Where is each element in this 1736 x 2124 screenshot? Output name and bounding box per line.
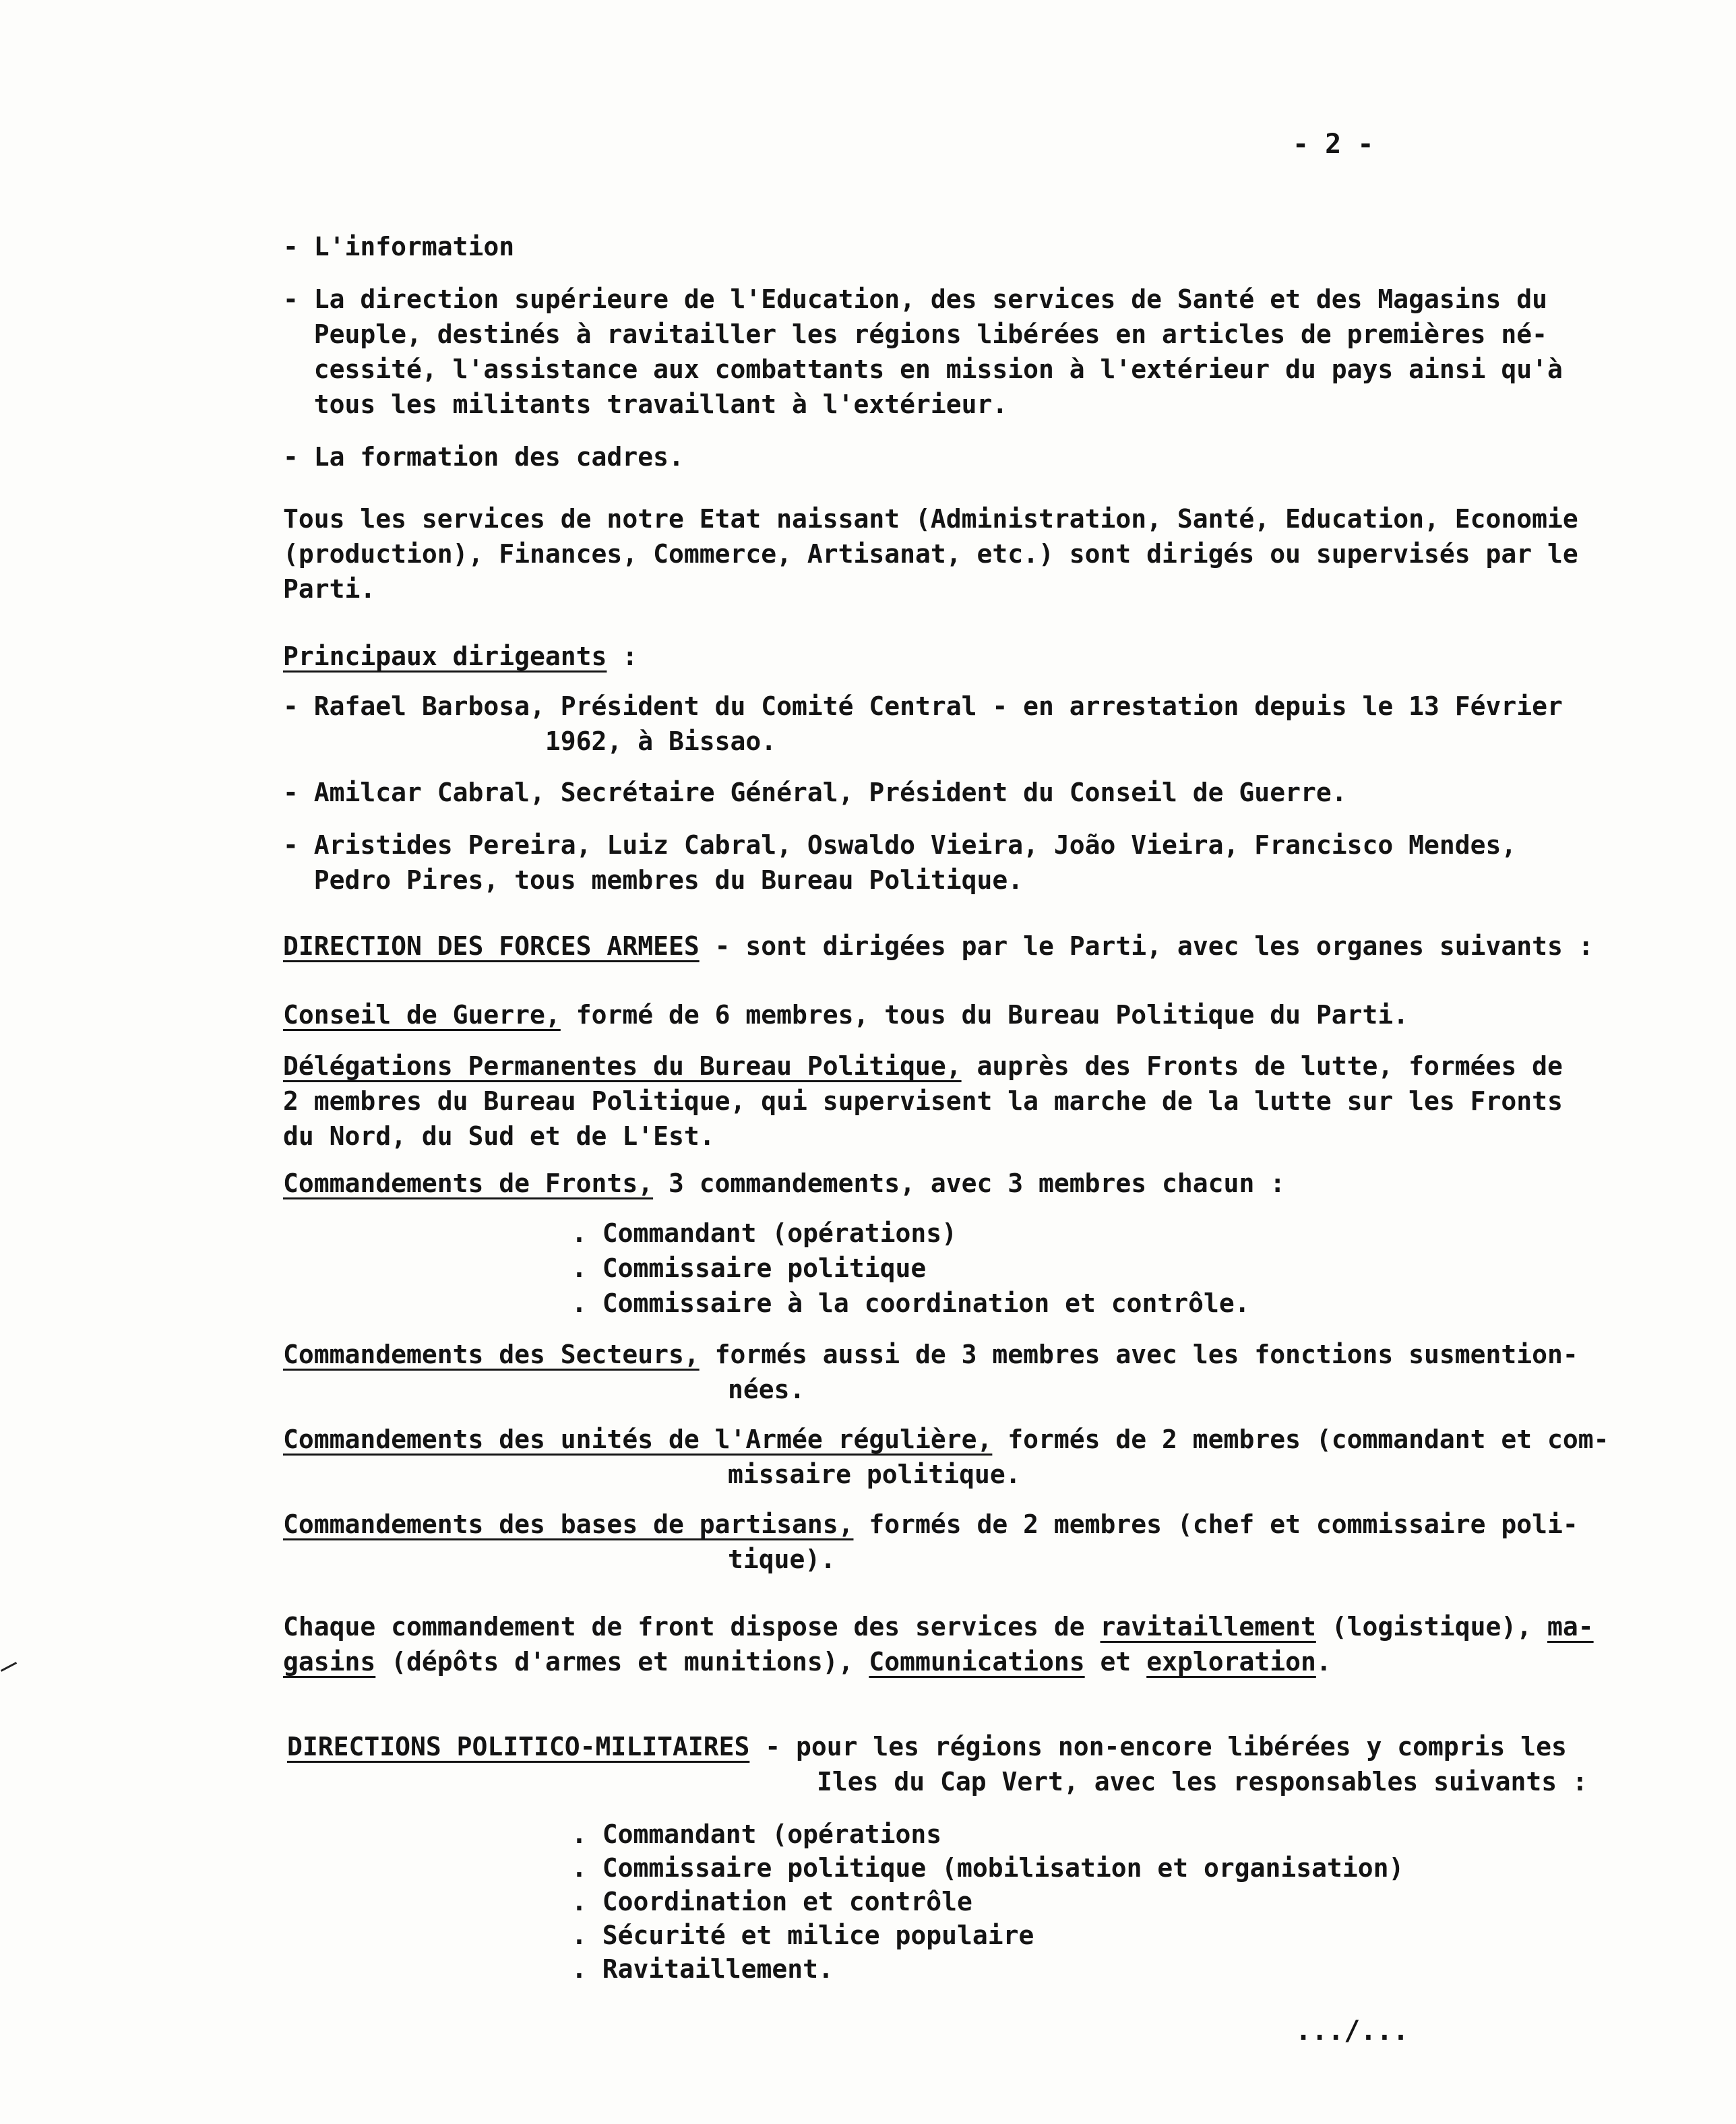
intro-item-information: - L'information	[283, 232, 515, 261]
council-title: Conseil de Guerre,	[283, 1000, 561, 1030]
politico-list-item-text: Sécurité et milice populaire	[602, 1920, 1034, 1950]
intro-item-education-line: - La direction supérieure de l'Education, des services de Santé et des Magasins du	[283, 284, 1547, 314]
regular-units-text: formés de 2 membres (commandant et com-	[992, 1425, 1609, 1454]
fronts-text: 3 commandements, avec 3 membres chacun :	[653, 1168, 1286, 1198]
fronts-row	[283, 1166, 1285, 1201]
delegations-title: Délégations Permanentes du Bureau Politique,	[283, 1051, 962, 1081]
front-services-line	[283, 1644, 1332, 1679]
regular-units-title: Commandements des unités de l'Armée régulière,	[283, 1425, 993, 1454]
leader-item-line: 1962, à Bissao.	[283, 726, 777, 756]
leaders-heading-row	[283, 639, 638, 674]
fronts-list-item: . Commissaire politique	[571, 1253, 927, 1283]
sectors-title: Commandements des Secteurs,	[283, 1340, 700, 1369]
politico-list-item: . Ravitaillement.	[571, 1954, 834, 1984]
leaders-heading-suffix: :	[607, 642, 638, 671]
delegations-line: du Nord, du Sud et de L'Est.	[283, 1121, 715, 1151]
services-paragraph-line: Parti.	[283, 574, 376, 604]
politico-military-row	[287, 1729, 1567, 1764]
services-paragraph-line: Tous les services de notre Etat naissant (Administration, Santé, Education, Economie	[283, 504, 1578, 534]
fronts-list-item-text: Commissaire à la coordination et contrôle.	[602, 1288, 1250, 1318]
intro-item-education-line: tous les militants travaillant à l'extérieur.	[283, 389, 1008, 419]
intro-item-education-line: Peuple, destinés à ravitailler les régions libérées en articles de premières né-	[283, 319, 1547, 349]
council-text: formé de 6 membres, tous du Bureau Politique du Parti.	[560, 1000, 1409, 1030]
politico-military-text: - pour les régions non-encore libérées y compris les	[749, 1732, 1567, 1761]
politico-list-item-text: Commissaire politique (mobilisation et organisation)	[602, 1853, 1404, 1883]
intro-item-training: - La formation des cadres.	[283, 442, 684, 472]
partisan-bases-title: Commandements des bases de partisans,	[283, 1509, 854, 1539]
leader-item-line: - Amilcar Cabral, Secrétaire Général, Président du Conseil de Guerre.	[283, 778, 1347, 807]
sectors-row	[283, 1337, 1578, 1372]
delegations-text: auprès des Fronts de lutte, formées de	[961, 1051, 1563, 1081]
delegations-line: 2 membres du Bureau Politique, qui supervisent la marche de la lutte sur les Fronts	[283, 1086, 1563, 1116]
front-services-text: et	[1084, 1647, 1147, 1677]
leader-item-line: Pedro Pires, tous membres du Bureau Politique.	[283, 865, 1024, 895]
politico-list-item-text: Commandant (opérations	[602, 1819, 942, 1849]
regular-units-row	[283, 1422, 1609, 1457]
fronts-list-item: . Commissaire à la coordination et contrôle.	[571, 1288, 1250, 1318]
leader-item-line: - Aristides Pereira, Luiz Cabral, Oswaldo Vieira, João Vieira, Francisco Mendes,	[283, 830, 1517, 860]
delegations-row	[283, 1049, 1563, 1084]
fronts-title: Commandements de Fronts,	[283, 1168, 654, 1198]
fronts-list-item: . Commandant (opérations)	[571, 1218, 957, 1248]
politico-list-item: . Commandant (opérations	[571, 1819, 942, 1849]
politico-military-heading: DIRECTIONS POLITICO-MILITAIRES	[287, 1732, 750, 1761]
partisan-bases-line: tique).	[728, 1544, 836, 1574]
politico-list-item: . Commissaire politique (mobilisation et organisation)	[571, 1853, 1404, 1883]
politico-list-item: . Sécurité et milice populaire	[571, 1920, 1034, 1950]
sectors-line: nées.	[728, 1375, 805, 1404]
partisan-bases-text: formés de 2 membres (chef et commissaire poli-	[853, 1509, 1578, 1539]
continuation-mark: .../...	[1295, 2016, 1409, 2047]
fronts-list-item-text: Commissaire politique	[602, 1253, 927, 1283]
sectors-text: formés aussi de 3 membres avec les fonctions susmention-	[699, 1340, 1578, 1369]
leader-item-line: - Rafael Barbosa, Président du Comité Central - en arrestation depuis le 13 Février	[283, 691, 1563, 721]
armed-forces-heading-row	[283, 929, 1594, 964]
fronts-list-item-text: Commandant (opérations)	[602, 1218, 957, 1248]
partisan-bases-row	[283, 1507, 1578, 1542]
council-row	[283, 997, 1408, 1032]
armed-forces-heading-suffix: - sont dirigées par le Parti, avec les organes suivants :	[699, 931, 1594, 961]
armed-forces-heading: DIRECTION DES FORCES ARMEES	[283, 931, 700, 961]
front-services-text: Chaque commandement de front dispose des services de	[283, 1612, 1100, 1642]
leaders-heading: Principaux dirigeants	[283, 642, 607, 671]
front-services-term: exploration	[1146, 1647, 1316, 1677]
intro-item-education-line: cessité, l'assistance aux combattants en mission à l'extérieur du pays ainsi qu'à	[283, 354, 1563, 384]
page-number: - 2 -	[1293, 129, 1374, 160]
front-services-text: .	[1315, 1647, 1332, 1677]
politico-list-item-text: Ravitaillement.	[602, 1954, 834, 1984]
front-services-text: (logistique),	[1315, 1612, 1547, 1642]
front-services-term: Communications	[869, 1647, 1085, 1677]
services-paragraph-line: (production), Finances, Commerce, Artisanat, etc.) sont dirigés ou supervisés par le	[283, 539, 1578, 569]
front-services-line	[283, 1609, 1594, 1644]
regular-units-line: missaire politique.	[728, 1460, 1021, 1489]
front-services-term: ravitaillement	[1100, 1612, 1316, 1642]
politico-list-item-text: Coordination et contrôle	[602, 1887, 972, 1916]
front-services-term: gasins	[283, 1647, 376, 1677]
margin-stroke	[1, 1662, 17, 1672]
politico-list-item: . Coordination et contrôle	[571, 1887, 972, 1916]
politico-military-line: Iles du Cap Vert, avec les responsables suivants :	[817, 1767, 1588, 1797]
front-services-text: (dépôts d'armes et munitions),	[375, 1647, 869, 1677]
front-services-term: ma-	[1547, 1612, 1594, 1642]
